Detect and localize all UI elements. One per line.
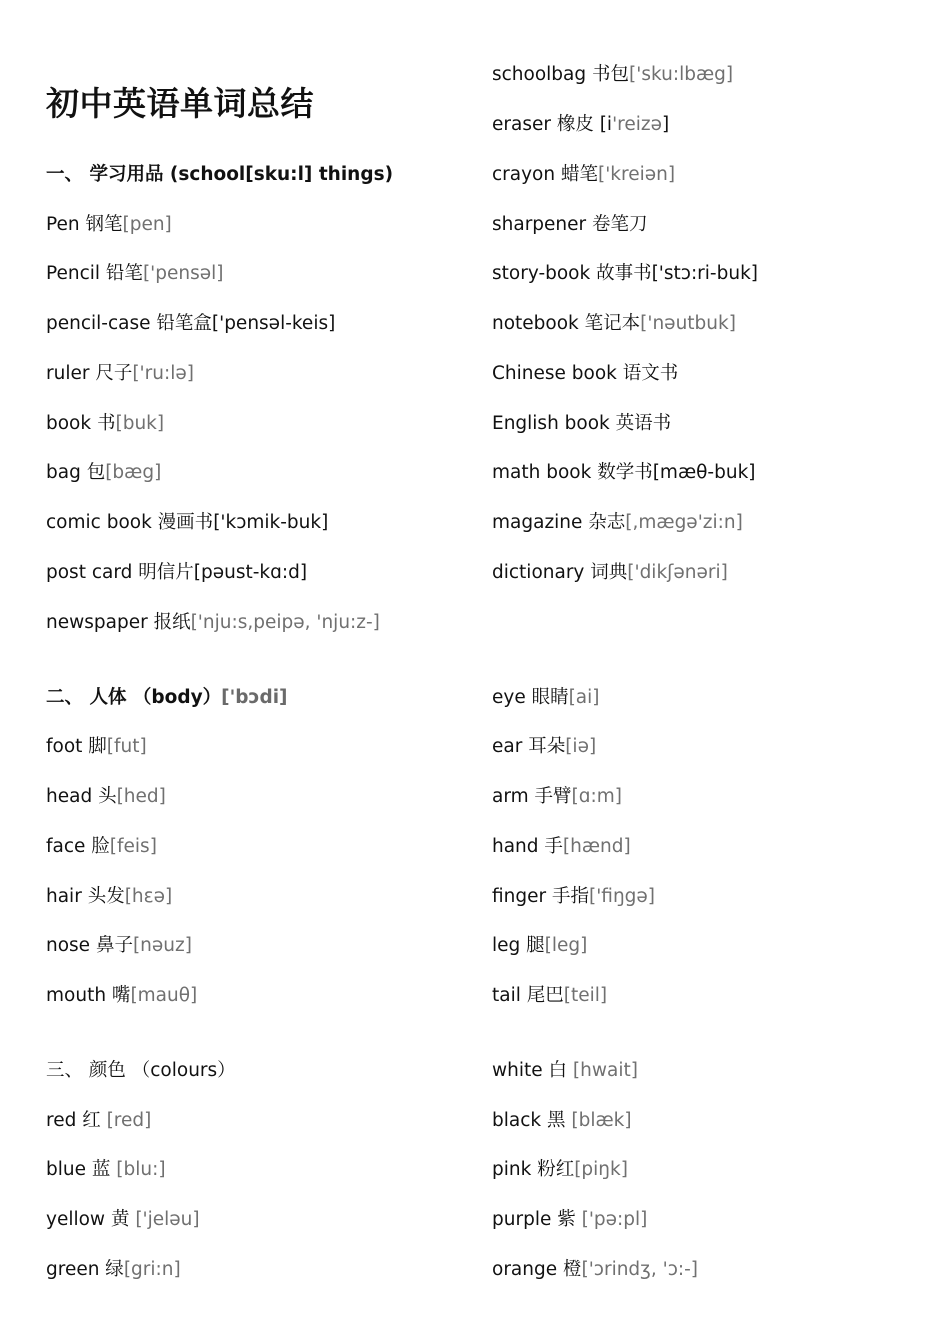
vocab-entry: ruler 尺子['ru:lə] [46,363,194,384]
vocab-entry: bag 包[bæg] [46,462,162,483]
section-heading-colours: 三、 颜色 （colours） [46,1060,236,1081]
vocab-entry: leg 腿[leg] [492,935,588,956]
vocab-entry: tail 尾巴[teil] [492,985,608,1006]
vocab-entry: post card 明信片[pəust-kɑ:d] [46,562,308,583]
vocab-entry: Pencil 铅笔['pensəl] [46,263,224,284]
vocab-entry: green 绿[gri:n] [46,1259,181,1280]
vocab-entry: nose 鼻子[nəuz] [46,935,192,956]
section-heading-school: 一、 学习用品 (school[sku:l] things) [46,164,394,185]
page-title: 初中英语单词总结 [46,84,314,123]
vocab-entry: pink 粉红[piŋk] [492,1159,628,1180]
section-heading-body: 二、 人体 （body）['bɔdi] [46,687,288,708]
vocab-entry: notebook 笔记本['nəutbuk] [492,313,736,334]
vocab-entry: math book 数学书[mæθ-buk] [492,462,756,483]
vocab-entry: foot 脚[fut] [46,736,147,757]
vocab-entry: eye 眼睛[ai] [492,687,600,708]
vocab-entry: blue 蓝 [blu:] [46,1159,166,1180]
vocab-entry: book 书[buk] [46,413,165,434]
vocab-entry: hair 头发[hεə] [46,886,173,907]
vocab-entry: arm 手臂[ɑ:m] [492,786,622,807]
vocab-entry: eraser 橡皮 [i'reizə] [492,114,670,135]
vocab-entry: newspaper 报纸['nju:s,peipə, 'nju:z-] [46,612,380,633]
vocab-entry: dictionary 词典['dikʃənəri] [492,562,728,583]
vocab-entry: mouth 嘴[mauθ] [46,985,198,1006]
vocab-entry: face 脸[feis] [46,836,157,857]
vocab-entry: schoolbag 书包['sku:lbæg] [492,64,734,85]
vocab-entry: black 黑 [blæk] [492,1110,632,1131]
vocab-entry: English book 英语书 [492,413,672,434]
vocab-entry: hand 手[hænd] [492,836,631,857]
vocab-entry: crayon 蜡笔['kreiən] [492,164,676,185]
vocab-entry: head 头[hed] [46,786,166,807]
vocab-entry: Chinese book 语文书 [492,363,679,384]
vocab-entry: ear 耳朵[iə] [492,736,597,757]
vocab-entry: Pen 钢笔[pen] [46,214,172,235]
vocab-entry: white 白 [hwait] [492,1060,638,1081]
vocab-entry: comic book 漫画书['kɔmik-buk] [46,512,329,533]
vocab-entry: purple 紫 ['pə:pl] [492,1209,648,1230]
vocab-entry: magazine 杂志[,mægə'zi:n] [492,512,743,533]
vocab-entry: yellow 黄 ['jeləu] [46,1209,200,1230]
vocab-entry: orange 橙['ɔrindʒ, 'ɔ:-] [492,1259,699,1280]
vocab-entry: red 红 [red] [46,1110,152,1131]
vocab-entry: pencil-case 铅笔盒['pensəl-keis] [46,313,336,334]
vocab-entry: sharpener 卷笔刀 [492,214,648,235]
vocab-entry: finger 手指['fiŋgə] [492,886,656,907]
vocab-entry: story-book 故事书['stɔ:ri-buk] [492,263,759,284]
